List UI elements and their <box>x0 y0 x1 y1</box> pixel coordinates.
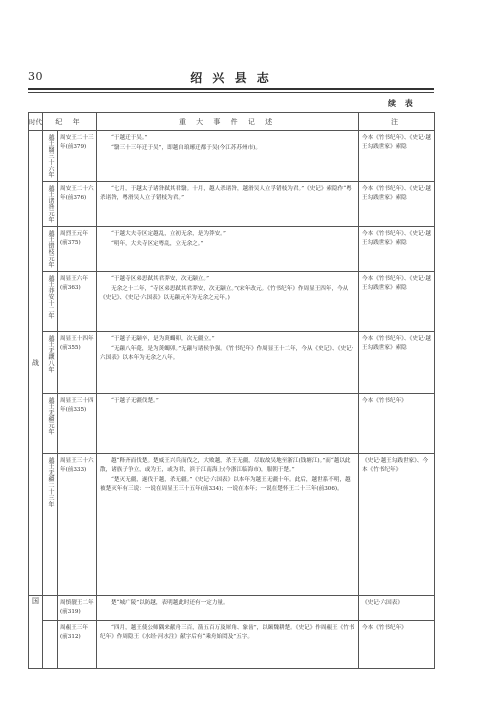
event-cell <box>97 182 359 227</box>
year-cell: 周赧王三年(前312) <box>58 620 97 668</box>
reign-cell <box>43 182 58 227</box>
note-cell: 《史记·越王勾践世家》、今本《竹书纪年》 <box>359 453 435 595</box>
event-paragraph: 楚“城广陵”以防越，表明越此时还有一定力量。 <box>111 599 229 606</box>
event-cell <box>97 131 359 182</box>
table-row <box>29 595 435 620</box>
event-paragraph: 无余之十二年，“寺区弟思弑其君莽安，次无颛立。”(宋年改元。《竹书纪年》作周显王四年，今从《史记》、《史记·六国表》以无颛元年为无余之元年。) <box>100 285 349 301</box>
reign-label: 越王莽安十二年 <box>47 274 54 319</box>
year-cell: 周安王二十三年(前379) <box>58 131 97 182</box>
event-cell <box>97 595 359 620</box>
reign-cell <box>43 620 58 668</box>
header-rule-thin <box>28 92 434 93</box>
book-title: 绍 兴 县 志 <box>190 71 272 85</box>
event-paragraph: “翳三十三年迁于吴”，即越自琅琊迁都于吴(今江苏苏州市)。 <box>111 145 261 151</box>
header-rule-thick <box>28 88 434 90</box>
reign-cell <box>43 131 58 182</box>
column-header-year: 纪 年 <box>43 113 97 131</box>
column-header-era: 时代 <box>29 113 43 131</box>
year-cell: 周显王十四年(前355) <box>58 331 97 393</box>
event-cell <box>97 620 359 668</box>
event-paragraph: “明年，大夫寺区定粤乱，立无余之。” <box>111 240 204 247</box>
event-cell <box>97 393 359 453</box>
note-cell: 今本《竹书纪年》、《史记·越王勾践世家》索隐 <box>359 331 435 393</box>
table-row <box>29 271 435 331</box>
note-cell: 今本《竹书纪年》 <box>359 393 435 453</box>
reign-label: 越王无颛八年 <box>47 334 54 373</box>
event-cell <box>97 331 359 393</box>
reign-cell <box>43 453 58 595</box>
era-label: 国 <box>32 596 39 605</box>
reign-label: 越王错枝元年 <box>47 229 54 268</box>
note-cell: 今本《竹书纪年》、《史记·越王勾践世家》索隐 <box>359 131 435 182</box>
reign-label: 越王翳三十六年 <box>47 134 54 179</box>
column-header-event: 重 大 事 件 记 述 <box>97 113 359 131</box>
reign-cell <box>43 595 58 620</box>
table-row <box>29 226 435 271</box>
note-cell: 《史记·六国表》 <box>359 595 435 620</box>
reign-label: 越王诸咎元年 <box>47 185 54 223</box>
event-paragraph: “于越迁于吴。” <box>111 135 148 141</box>
table-row <box>29 131 435 182</box>
era-cell-country <box>29 595 43 668</box>
note-cell: 今本《竹书纪年》、《史记·越王勾践世家》索隐 <box>359 182 435 227</box>
event-paragraph: 越“释齐而伐楚。楚威王兴兵而伐之，大败越，杀王无疆，尽取故吴地至浙江(钱塘江)。”而“越以此散，诸族子争立，或为王，或为君，滨于江南海上(今浙江临海市)，服朝于楚。” <box>100 457 351 473</box>
reign-cell <box>43 331 58 393</box>
year-cell: 周慎靓王二年(前319) <box>58 595 97 620</box>
era-label: 战 <box>32 358 39 367</box>
reign-label: 越王无疆二十三年 <box>47 456 54 508</box>
year-cell: 周烈王元年(前375) <box>58 226 97 271</box>
event-cell <box>97 453 359 595</box>
event-paragraph: “七月，于越太子诸咎弑其君翳。十月，越人杀诸咎，越滑吴人立孚错枝为君。”《史记》索隐作“粤杀诸咎，粤滑吴人立子错枝为君。” <box>100 186 352 202</box>
table-header-row <box>29 113 435 131</box>
column-header-note: 注 <box>359 113 435 131</box>
event-paragraph: “于越子无颛卒，是为菼蠋卯，次无疆立。” <box>111 335 215 342</box>
reign-cell <box>43 393 58 453</box>
table-body <box>29 131 435 669</box>
table-row <box>29 331 435 393</box>
event-cell <box>97 271 359 331</box>
note-cell: 今本《竹书纪年》、《史记·越王勾践世家》索隐 <box>359 226 435 271</box>
reign-cell <box>43 226 58 271</box>
table-row <box>29 182 435 227</box>
event-paragraph: “楚灭无疆，遂伐于越，杀无疆。”《史记·六国表》以本年为越王无疆十年。此后，越世系不明，越被楚灭年有三说：一说在周显王三十五年(前334)；一说在本年；一说在楚怀王二十三年(前306)。 <box>100 476 351 492</box>
reign-label: 越王无疆元年 <box>47 396 54 435</box>
page-header <box>28 70 434 88</box>
event-paragraph: “于越子无疆伐楚。” <box>111 397 159 404</box>
page-number: 30 <box>28 70 43 83</box>
year-cell: 周安王二十六年(前376) <box>58 182 97 227</box>
event-paragraph: “无颛八年薨，是为菼蠋卯。”无颛与诸侯争强。《竹书纪年》作周显王十二年，今从《史记》、《史记·六国表》以本年为无余之八年。 <box>100 345 354 361</box>
year-cell: 周显王三十六年(前333) <box>58 453 97 595</box>
note-cell: 今本《竹书纪年》、《史记·越王勾践世家》索隐 <box>359 271 435 331</box>
continued-label: 续 表 <box>388 98 416 108</box>
era-cell-warring-states <box>29 131 43 596</box>
year-cell: 周显王三十四年(前335) <box>58 393 97 453</box>
event-paragraph: “于越大夫寺区定越乱，立初无余，是为莽安。” <box>111 230 226 237</box>
reign-cell <box>43 271 58 331</box>
table-row <box>29 453 435 595</box>
note-cell: 今本《竹书纪年》 <box>359 620 435 668</box>
chronology-table <box>28 112 435 669</box>
event-cell <box>97 226 359 271</box>
event-paragraph: “四月，越王使公师隅来献舟三百，箭五百万及犀角、象齿”，以颐魏耕楚。《史记》作周赧王《竹书纪年》作周隐王《水经·河水注》献字后有“乘舟始罔及”五字。 <box>100 624 355 640</box>
table-row <box>29 393 435 453</box>
event-paragraph: “于越寺区弟思弑其君莽安，次无颛立。” <box>111 275 210 282</box>
table-row <box>29 620 435 668</box>
year-cell: 周显王六年(前363) <box>58 271 97 331</box>
